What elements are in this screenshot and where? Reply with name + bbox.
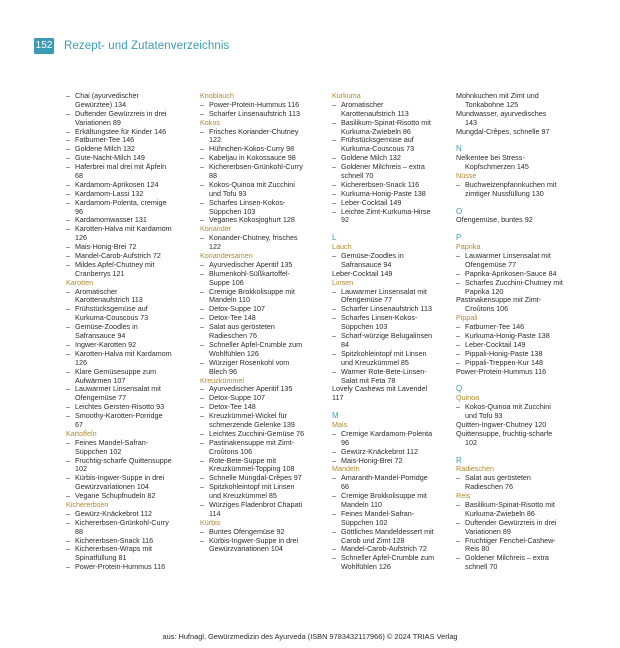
index-entry: Power-Protein-Hummus 116	[456, 366, 547, 376]
index-subentry: – Frühstücksgemüse auf	[332, 136, 460, 145]
index-entry-continuation: 143	[465, 117, 477, 127]
index-subentry: – Hühnchen-Kokos-Curry 98	[200, 145, 328, 154]
index-subentry: – Aromatischer	[66, 288, 196, 297]
index-subentry: – Karotten-Halva mit Kardamom	[66, 350, 196, 359]
index-entry-continuation: 122	[209, 242, 221, 252]
index-subentry: – Göttliches Mandeldessert mit	[332, 528, 460, 537]
index-entry-continuation: Gewürztee) 134	[75, 99, 127, 109]
index-subentry: – Kreuzkümmel-Wickel für	[200, 412, 328, 421]
index-entry-continuation: Wohlfühlen 126	[209, 348, 259, 358]
index-section-heading: Koriandersamen	[200, 251, 253, 261]
source-footer: aus: Hufnagl, Gewürzmedizin des Ayurveda (ISBN 9783432117966) © 2024 TRIAS Verlag	[162, 632, 458, 641]
index-subentry: – Smoothy-Karotten-Porridge	[66, 412, 196, 421]
index-subentry: – Fruchtig-scharfe Quittensuppe	[66, 457, 196, 466]
index-subentry: – Kardamomwasser 131	[66, 216, 196, 225]
index-entry-continuation: 96	[341, 437, 349, 447]
index-section-heading: Linsen	[332, 277, 354, 287]
index-subentry: – Goldene Milch 132	[66, 145, 196, 154]
index-letter-heading: Q	[456, 384, 463, 394]
index-subentry: – Feines Mandel-Safran-	[332, 510, 460, 519]
index-subentry: – Kardamom-Polenta, cremige	[66, 199, 196, 208]
index-section-heading: Kurkuma	[332, 91, 361, 100]
index-entry-continuation: Gewürzvariationen 104	[209, 544, 283, 554]
index-subentry: – Gemüse-Zoodles in	[66, 323, 196, 332]
index-section-heading: Pippali	[456, 313, 478, 323]
index-entry-continuation: und Tofu 93	[209, 188, 247, 198]
index-entry: Quittensuppe, fruchtig-scharfe	[456, 428, 553, 438]
index-subentry: – Pippali-Honig-Paste 138	[456, 350, 580, 359]
index-subentry: – Leichte Zimt-Kurkuma-Hirse	[332, 208, 460, 217]
page-title: Rezept- und Zutatenverzeichnis	[64, 40, 230, 52]
index-subentry: – Cremige Kardamom-Polenta	[332, 430, 460, 439]
index-entry-continuation: Wohlfühlen 126	[341, 562, 391, 572]
index-column-2	[200, 92, 328, 554]
index-entry-continuation: Kreuzkümmel-Topping 108	[209, 464, 295, 474]
index-entry-continuation: 96	[75, 206, 83, 216]
index-section-heading: Nüsse	[456, 171, 477, 181]
index-column-1	[66, 92, 196, 572]
index-subentry: – Chai (ayurvedischer	[66, 92, 196, 101]
index-section-heading: Karotten	[66, 277, 94, 287]
index-subentry: – Schneller Apfel-Crumble zum	[332, 554, 460, 563]
index-subentry: – Leichtes Zucchini-Gemüse 76	[200, 430, 328, 439]
index-entry-continuation: Süppchen 102	[341, 517, 388, 527]
index-subentry: – Lauwarmer Linsensalat mit	[332, 288, 460, 297]
index-columns	[66, 92, 562, 612]
index-subentry: – Gemüse-Zoodles in	[332, 252, 460, 261]
index-subentry: – Detox-Suppe 107	[200, 305, 328, 314]
index-section-heading: Kürbis	[200, 517, 221, 527]
index-subentry: – Kurkuma-Honig-Paste 138	[456, 332, 580, 341]
index-subentry: – Goldener Milchreis – extra	[332, 163, 460, 172]
index-subentry: – Gewürz-Knäckebrot 112	[66, 510, 196, 519]
index-subentry: – Kokos-Quinoa mit Zucchini	[200, 181, 328, 190]
index-section-heading: Mandeln	[332, 464, 360, 474]
index-subentry: – Spitzkohleintopf mit Linsen	[200, 483, 328, 492]
index-section-heading: Koriander	[200, 224, 232, 234]
index-subentry: – Fatburner-Tee 146	[66, 136, 196, 145]
index-entry-continuation: schnell 70	[465, 562, 498, 572]
index-entry-continuation: Ofengemüse 77	[75, 393, 127, 403]
index-subentry: – Kichererbsen-Grünkohl-Curry	[200, 163, 328, 172]
index-subentry: – Power-Protein-Hummus 116	[200, 101, 328, 110]
index-section-heading: Kokos	[200, 117, 220, 127]
index-entry-continuation: schnell 70	[341, 171, 374, 181]
index-entry-continuation: Gewürzvariationen 104	[75, 482, 149, 492]
index-section-heading: Kartoffeln	[66, 428, 97, 438]
index-entry-continuation: Safransauce 94	[75, 331, 126, 341]
index-entry-continuation: Variationen 89	[465, 526, 511, 536]
index-subentry: – Mandel-Carob-Aufstrich 72	[332, 545, 460, 554]
index-entry-continuation: 66	[341, 482, 349, 492]
index-column-4	[456, 92, 580, 572]
index-spacer	[456, 136, 580, 145]
index-subentry: – Mildes Apfel-Chutney mit	[66, 261, 196, 270]
index-letter-heading: O	[456, 206, 463, 216]
index-subentry: – Lauwarmer Linsensalat mit	[66, 385, 196, 394]
index-subentry: – Detox-Tee 148	[200, 314, 328, 323]
index-entry-continuation: 126	[75, 357, 87, 367]
index-subentry: – Mais-Honig-Brei 72	[66, 243, 196, 252]
index-subentry: – Cremige Brokkolisuppe mit	[332, 492, 460, 501]
index-entry-continuation: 68	[75, 171, 83, 181]
index-subentry: – Leber-Cocktail 149	[332, 199, 460, 208]
index-entry-continuation: Ofengemüse 77	[465, 259, 517, 269]
index-entry-continuation: Süppchen 103	[341, 322, 388, 332]
index-entry: Mungdal-Crêpes, schnelle 97	[456, 126, 550, 136]
index-entry-continuation: Croûtons 106	[209, 446, 253, 456]
index-subentry: – Karotten-Halva mit Kardamom	[66, 225, 196, 234]
index-subentry: – Gute-Nacht-Milch 149	[66, 154, 196, 163]
index-subentry: – Amaranth-Mandel-Porridge	[332, 474, 460, 483]
page-header	[0, 0, 620, 64]
index-entry-continuation: 67	[75, 419, 83, 429]
index-entry-continuation: Salat mit Feta 78	[341, 375, 396, 385]
index-entry: Leber-Cocktail 149	[332, 268, 393, 278]
index-entry-continuation: Variationen 89	[75, 117, 121, 127]
index-entry-continuation: 88	[209, 171, 217, 181]
index-entry: 117	[332, 393, 344, 403]
index-subentry: – Power-Protein-Hummus 116	[66, 563, 196, 572]
index-section-heading: Knoblauch	[200, 91, 234, 100]
index-subentry: – Duftender Gewürzreis in drei	[456, 519, 580, 528]
page-number: 152	[34, 38, 54, 54]
index-spacer	[332, 403, 460, 412]
index-entry-continuation: Cranberrys 121	[75, 268, 125, 278]
index-entry-continuation: Süppchen 103	[209, 206, 256, 216]
index-entry-continuation: Karottenaufstrich 113	[341, 108, 409, 118]
index-entry-continuation: Aufwärmen 107	[75, 375, 126, 385]
index-subentry: – Kardamom-Lassi 132	[66, 190, 196, 199]
index-entry-continuation: Kurkuma-Couscous 73	[341, 144, 415, 154]
index-subentry: – Würziger Rosenkohl vom	[200, 359, 328, 368]
index-subentry: – Kichererbsen-Wraps mit	[66, 545, 196, 554]
index-subentry: – Leichtes Gersten-Risotto 93	[66, 403, 196, 412]
index-entry-continuation: Tonkabohne 125	[465, 99, 519, 109]
index-subentry: – Ayurvedischer Aperitif 135	[200, 261, 328, 270]
index-section-heading: Lauch	[332, 242, 352, 252]
index-entry-continuation: Radieschen 76	[209, 331, 257, 341]
index-subentry: – Ayurvedischer Aperitif 135	[200, 385, 328, 394]
index-entry-continuation: Kurkuma-Zwiebeln 86	[341, 126, 411, 136]
index-entry: Lovely Cashews mit Lavendel	[332, 384, 428, 394]
index-subentry: – Lauwarmer Linsensalat mit	[456, 252, 580, 261]
index-subentry: – Kurkuma-Honig-Paste 138	[332, 190, 460, 199]
index-entry-continuation: und Kreuzkümmel 85	[209, 491, 277, 501]
index-spacer	[456, 199, 580, 208]
index-subentry: – Kichererbsen-Grünkohl-Curry	[66, 519, 196, 528]
index-section-heading: Radieschen	[456, 464, 494, 474]
index-subentry: – Scharfer Linsenaufstrich 113	[332, 305, 460, 314]
index-entry-continuation: und Tofu 93	[465, 411, 503, 421]
index-entry-continuation: Ofengemüse 77	[341, 295, 393, 305]
index-entry: Pastinakensuppe mit Zimt-	[456, 295, 542, 305]
index-subentry: – Kürbis-Ingwer-Suppe in drei	[66, 474, 196, 483]
index-subentry: – Leber-Cocktail 149	[456, 341, 580, 350]
index-subentry: – Detox-Tee 148	[200, 403, 328, 412]
index-entry-continuation: 84	[341, 339, 349, 349]
index-subentry: – Warmer Rote-Bete-Linsen-	[332, 368, 460, 377]
index-spacer	[456, 377, 580, 386]
index-entry-continuation: schmerzende Gelenke 139	[209, 419, 295, 429]
index-entry: Mundwasser, ayurvedisches	[456, 108, 547, 118]
index-entry: Nelkentee bei Stress-	[456, 153, 525, 163]
index-subentry: – Scharfes Linsen-Kokos-	[200, 199, 328, 208]
index-entry-continuation: Karottenaufstrich 113	[75, 295, 143, 305]
index-entry: Quitten-Ingwer-Chutney 120	[456, 419, 547, 429]
index-section-heading: Quinoa	[456, 393, 480, 403]
index-subentry: – Kokos-Quinoa mit Zucchini	[456, 403, 580, 412]
index-entry-continuation: Süppchen 102	[75, 446, 122, 456]
index-entry: Ofengemüse, buntes 92	[456, 215, 533, 225]
index-section-heading: Kreuzkümmel	[200, 375, 244, 385]
index-subentry: – Rote-Bete-Suppe mit	[200, 457, 328, 466]
index-entry-continuation: Croûtons 106	[465, 304, 509, 314]
index-subentry: – Fruchtiger Fenchel-Cashew-	[456, 537, 580, 546]
index-subentry: – Salat aus gerösteten	[456, 474, 580, 483]
index-subentry: – Scharf-würzige Belugalinsen	[332, 332, 460, 341]
index-subentry: – Scharfer Linsenaufstrich 113	[200, 110, 328, 119]
index-subentry: – Feines Mandel-Safran-	[66, 439, 196, 448]
index-subentry: – Kichererbsen-Snack 116	[332, 181, 460, 190]
index-subentry: – Kürbis-Ingwer-Suppe in drei	[200, 537, 328, 546]
index-subentry: – Pippali-Treppen-Kur 148	[456, 359, 580, 368]
index-spacer	[456, 448, 580, 457]
index-entry-continuation: Radieschen 76	[465, 482, 513, 492]
index-subentry: – Spitzkohleintopf mit Linsen	[332, 350, 460, 359]
index-subentry: – Schneller Apfel-Crumble zum	[200, 341, 328, 350]
index-subentry: – Buntes Ofengemüse 92	[200, 528, 328, 537]
index-subentry: – Frisches Koriander-Chutney	[200, 128, 328, 137]
index-entry-continuation: Safransauce 94	[341, 259, 392, 269]
index-entry-continuation: 114	[209, 508, 221, 518]
index-subentry: – Ingwer-Karotten 92	[66, 341, 196, 350]
index-entry-continuation: 102	[75, 464, 87, 474]
index-entry: Mohnkuchen mit Zimt und	[456, 91, 539, 100]
index-entry-continuation: 122	[209, 135, 221, 145]
index-subentry: – Frühstücksgemüse auf	[66, 305, 196, 314]
index-subentry: – Kardamom-Aprikosen 124	[66, 181, 196, 190]
index-subentry: – Haferbrei mal drei mit Äpfeln	[66, 163, 196, 172]
index-entry-continuation: Blech 96	[209, 366, 237, 376]
index-letter-heading: N	[456, 144, 462, 154]
index-subentry: – Veganes Kokosjoghurt 128	[200, 216, 328, 225]
index-subentry: – Vegane Schupfnudeln 82	[66, 492, 196, 501]
index-subentry: – Goldene Milch 132	[332, 154, 460, 163]
index-subentry: – Pastinakensuppe mit Zimt-	[200, 439, 328, 448]
index-subentry: – Aromatischer	[332, 101, 460, 110]
index-spacer	[456, 225, 580, 234]
index-subentry: – Basilikum-Spinat-Risotto mit	[456, 501, 580, 510]
index-subentry: – Buchweizenpfannkuchen mit	[456, 181, 580, 190]
index-entry-continuation: Mandeln 110	[341, 499, 383, 509]
index-subentry: – Fatburner-Tee 146	[456, 323, 580, 332]
index-entry-continuation: 102	[465, 437, 477, 447]
index-entry-continuation: Kurkuma-Zwiebeln 86	[465, 508, 535, 518]
index-subentry: – Detox-Suppe 107	[200, 394, 328, 403]
index-entry-continuation: Kurkuma-Couscous 73	[75, 313, 149, 323]
index-subentry: – Scharfes Linsen-Kokos-	[332, 314, 460, 323]
index-subentry: – Klare Gemüsesuppe zum	[66, 368, 196, 377]
index-subentry: – Mais-Honig-Brei 72	[332, 457, 460, 466]
index-subentry: – Würziges Fladenbrot Chapati	[200, 501, 328, 510]
index-column-3	[332, 92, 460, 572]
index-entry-continuation: 88	[75, 526, 83, 536]
index-section-heading: Kichererbsen	[66, 499, 109, 509]
index-entry-continuation: zimtiger Nussfüllung 130	[465, 188, 544, 198]
index-subentry: – Kabeljau in Kokossauce 98	[200, 154, 328, 163]
index-letter-heading: M	[332, 411, 339, 421]
index-entry-continuation: 92	[341, 215, 349, 225]
index-entry-continuation: 126	[75, 233, 87, 243]
index-section-heading: Reis	[456, 491, 471, 501]
index-entry-continuation: Suppe 106	[209, 277, 244, 287]
index-subentry: – Scharfes Zucchini-Chutney mit	[456, 279, 580, 288]
index-subentry: – Duftender Gewürzreis in drei	[66, 110, 196, 119]
index-subentry: – Koriander-Chutney, frisches	[200, 234, 328, 243]
index-subentry: – Paprika-Aprikosen-Sauce 84	[456, 270, 580, 279]
index-subentry: – Erkältungstee für Kinder 146	[66, 128, 196, 137]
index-section-heading: Paprika	[456, 242, 481, 252]
index-entry-continuation: Paprika 120	[465, 286, 504, 296]
index-entry-continuation: Spinatfüllung 81	[75, 553, 127, 563]
index-spacer	[332, 225, 460, 234]
index-subentry: – Salat aus gerösteten	[200, 323, 328, 332]
index-entry-continuation: und Kreuzkümmel 85	[341, 357, 409, 367]
index-letter-heading: R	[456, 455, 462, 465]
index-entry-continuation: Mandeln 110	[209, 295, 251, 305]
index-entry-continuation: Carob und Zimt 128	[341, 535, 405, 545]
index-entry-continuation: Kopfschmerzen 145	[465, 162, 529, 172]
index-section-heading: Mais	[332, 419, 348, 429]
index-subentry: – Basilikum-Spinat-Risotto mit	[332, 119, 460, 128]
index-letter-heading: L	[332, 233, 337, 243]
index-entry-continuation: Reis 80	[465, 544, 490, 554]
index-subentry: – Mandel-Carob-Aufstrich 72	[66, 252, 196, 261]
index-letter-heading: P	[456, 233, 462, 243]
index-subentry: – Gewürz-Knäckebrot 112	[332, 448, 460, 457]
index-subentry: – Blumenkohl-Süßkartoffel-	[200, 270, 328, 279]
index-subentry: – Goldener Milchreis – extra	[456, 554, 580, 563]
index-subentry: – Cremige Brokkolisuppe mit	[200, 288, 328, 297]
index-subentry: – Schnelle Mungdal-Crêpes 97	[200, 474, 328, 483]
index-subentry: – Kichererbsen-Snack 116	[66, 537, 196, 546]
